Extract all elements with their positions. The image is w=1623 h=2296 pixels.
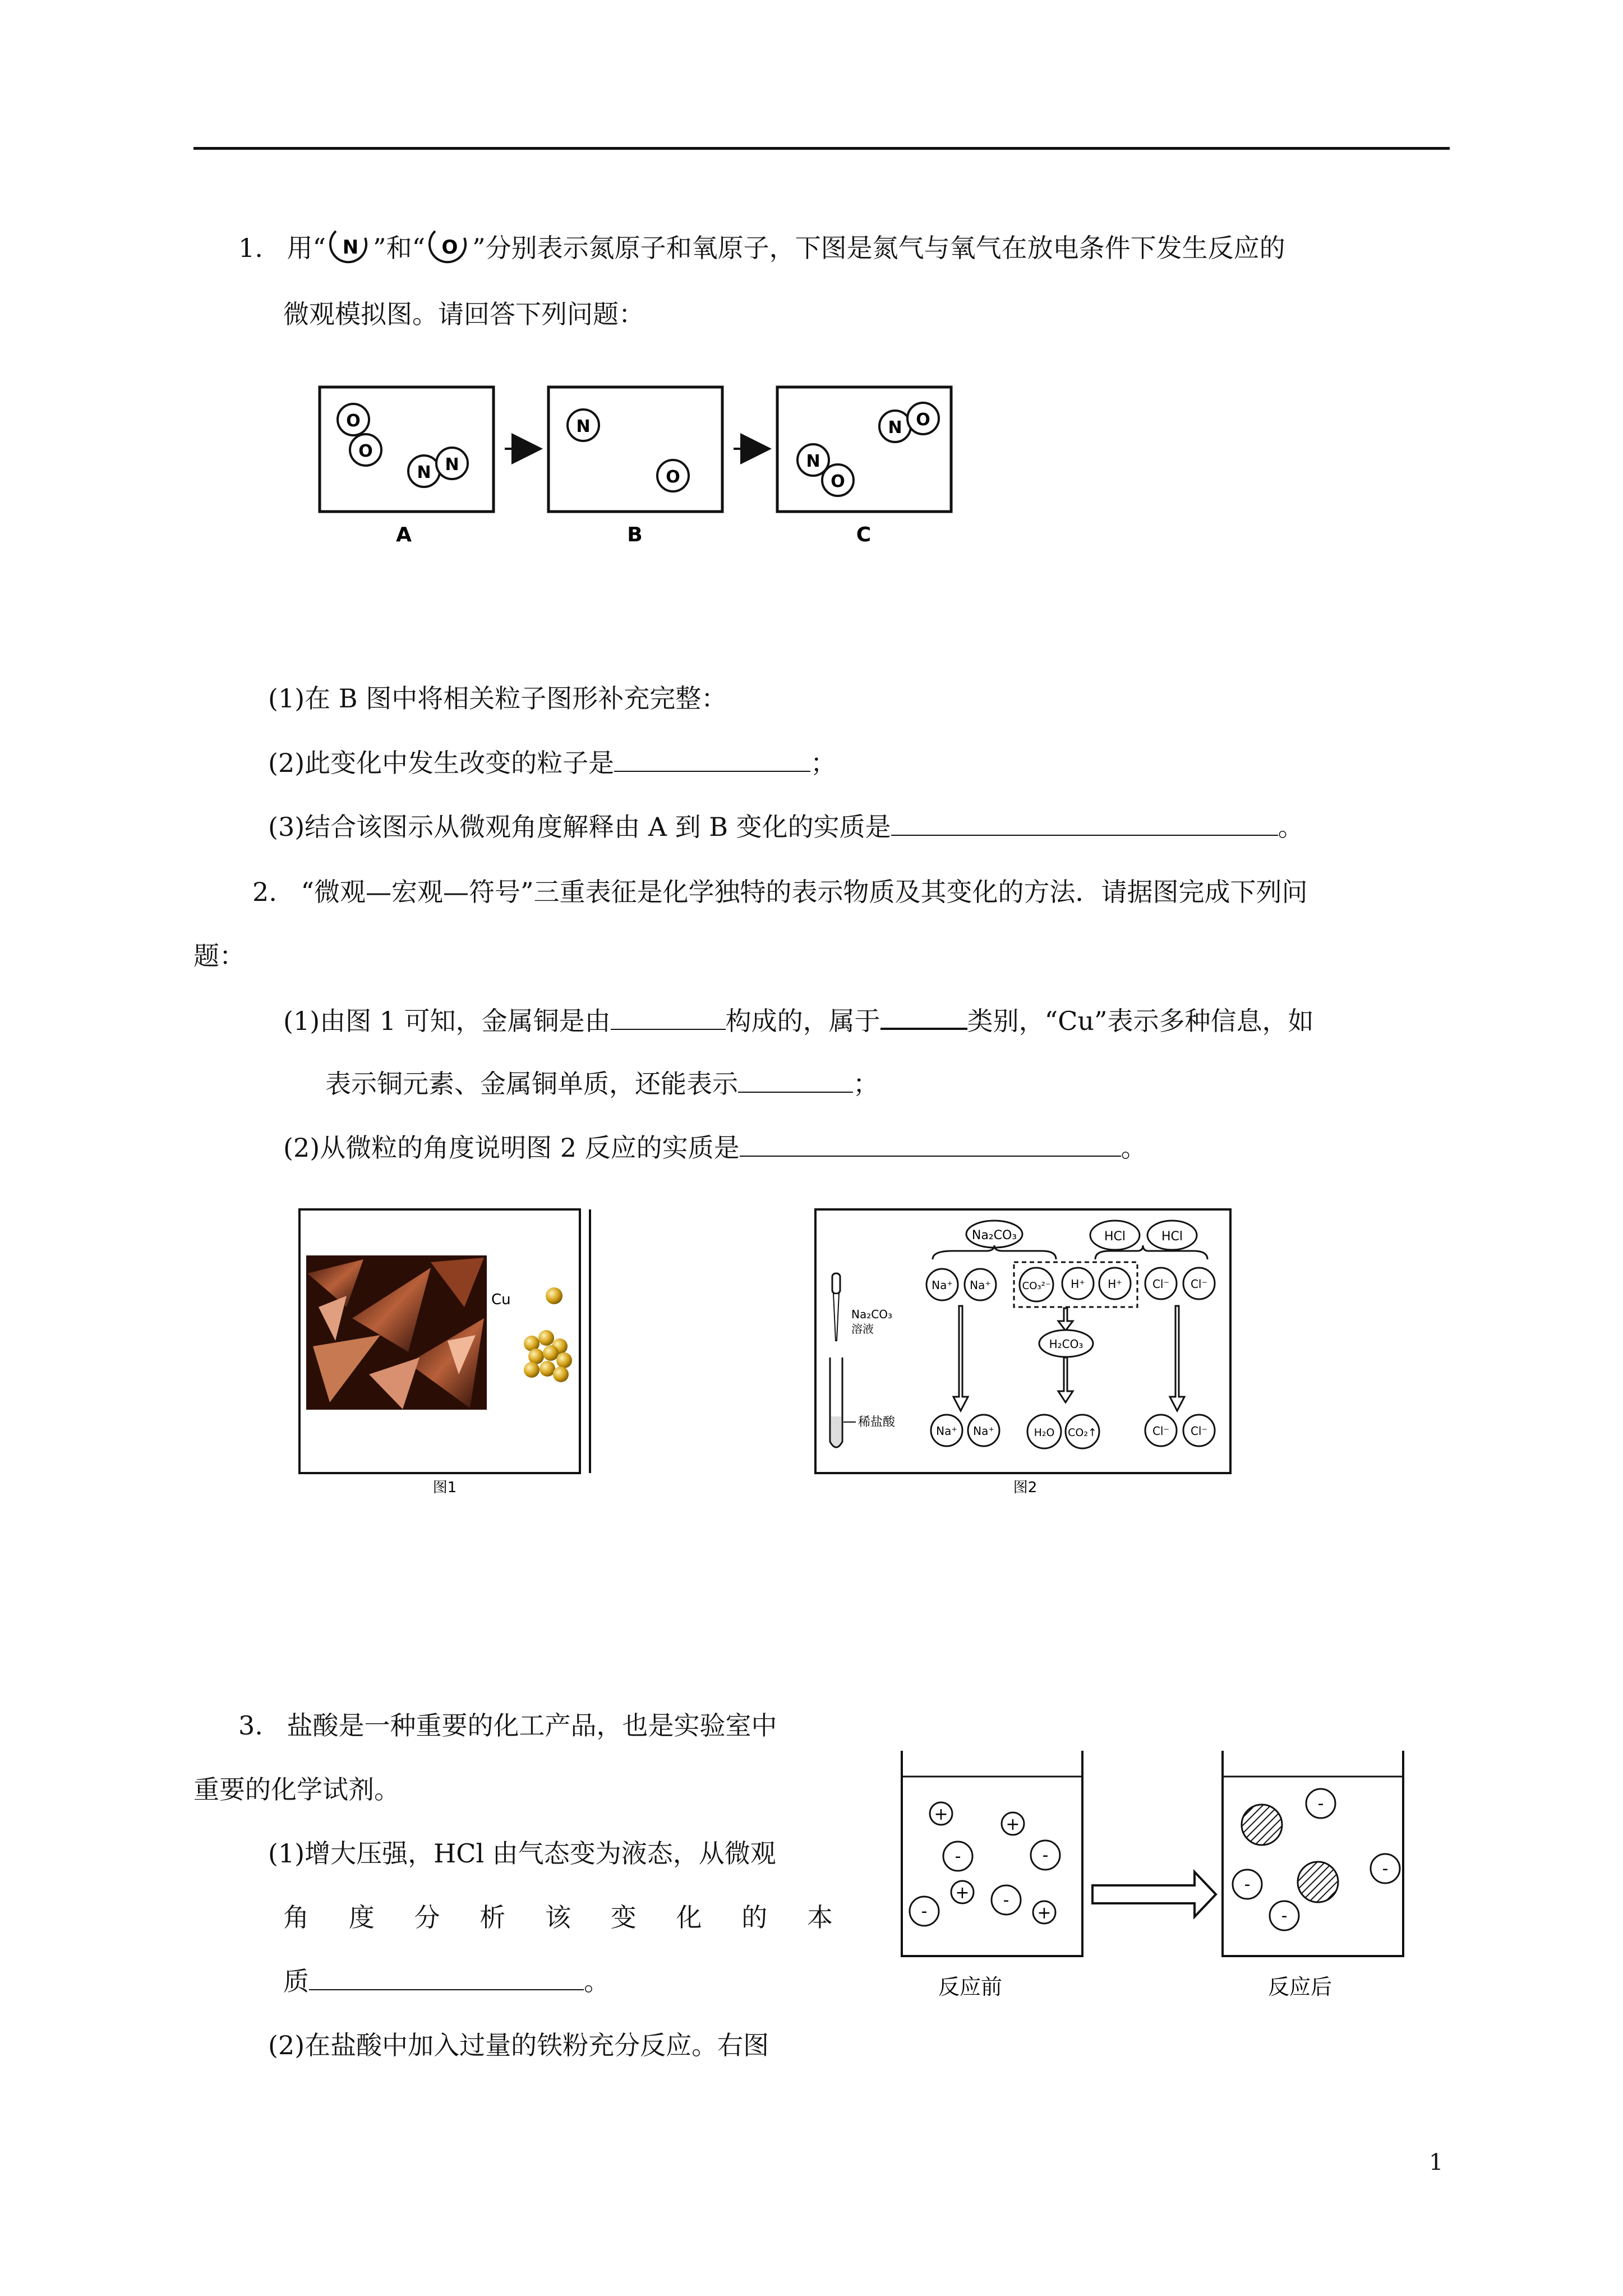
q1-sub3: (3)结合该图示从微观角度解释由 A 到 B 变化的实质是 。 bbox=[268, 810, 1304, 844]
svg-text:Cl⁻: Cl⁻ bbox=[1152, 1277, 1170, 1291]
fig2-h2co3: H₂CO₃ bbox=[1049, 1337, 1083, 1351]
svg-text:-: - bbox=[921, 1902, 928, 1921]
q2-sub1-blank-3[interactable] bbox=[738, 1067, 853, 1093]
svg-text:Na⁺: Na⁺ bbox=[936, 1424, 957, 1438]
cu-atom-icon bbox=[546, 1287, 562, 1304]
q1-sub1: (1)在 B 图中将相关粒子图形补充完整： bbox=[268, 683, 727, 714]
svg-text:Cl⁻: Cl⁻ bbox=[1190, 1277, 1208, 1291]
svg-text:+: + bbox=[1006, 1815, 1020, 1834]
q2-line2: 题： bbox=[193, 941, 245, 971]
q3-sub1-line3: 质 。 bbox=[283, 1964, 610, 1998]
box-a-label: A bbox=[396, 523, 412, 546]
q2-sub1-blank-2[interactable] bbox=[880, 1003, 967, 1030]
q1-molecule-diagram bbox=[314, 381, 970, 555]
before-caption: 反应前 bbox=[938, 1975, 1003, 1999]
n-symbol: N bbox=[342, 236, 359, 259]
svg-text:H₂O: H₂O bbox=[1034, 1427, 1055, 1439]
svg-text:Cl⁻: Cl⁻ bbox=[1190, 1424, 1208, 1438]
q1-sub2: (2)此变化中发生改变的粒子是 ； bbox=[268, 746, 836, 780]
box-b-n-atom bbox=[568, 409, 599, 441]
before-ions bbox=[910, 1802, 1060, 1926]
svg-text:-: - bbox=[1003, 1890, 1009, 1910]
box-c-no-molecule-1 bbox=[879, 403, 939, 442]
after-particles bbox=[1233, 1789, 1400, 1930]
svg-text:N: N bbox=[417, 463, 431, 482]
q1-line2: 微观模拟图。请回答下列问题： bbox=[283, 299, 644, 329]
svg-text:O: O bbox=[346, 411, 361, 431]
svg-text:-: - bbox=[1317, 1794, 1324, 1814]
box-a-n2-molecule bbox=[408, 448, 468, 487]
box-b bbox=[548, 387, 722, 512]
q2-sub2-answer-blank[interactable] bbox=[740, 1131, 1121, 1157]
q1-line1: 1. 用“ N ”和“ O ”分别表示氮原子和氧原子，下图是氮气与氧气在放电条件下发生反应的 bbox=[238, 224, 1285, 276]
oxygen-atom-icon bbox=[425, 224, 472, 276]
svg-text:H⁺: H⁺ bbox=[1071, 1277, 1085, 1291]
q3-beaker-diagram bbox=[892, 1747, 1413, 2017]
svg-text:N: N bbox=[806, 452, 820, 471]
fig2-dropper-label-1: Na₂CO₃ bbox=[851, 1308, 892, 1321]
nitrogen-atom-icon bbox=[326, 224, 373, 276]
fig2-tube-label: 稀盐酸 bbox=[858, 1415, 896, 1429]
svg-text:Na⁺: Na⁺ bbox=[932, 1278, 953, 1292]
q3-line2: 重要的化学试剂。 bbox=[193, 1774, 400, 1805]
q1-sub3-answer-blank[interactable] bbox=[891, 810, 1278, 836]
svg-text:O: O bbox=[831, 472, 845, 491]
reaction-arrow-icon bbox=[1092, 1872, 1216, 1917]
svg-text:+: + bbox=[955, 1883, 970, 1903]
after-caption: 反应后 bbox=[1267, 1975, 1332, 1999]
q2-sub2: (2)从微粒的角度说明图 2 反应的实质是 。 bbox=[283, 1131, 1147, 1165]
fig2-dropper-label-2: 溶液 bbox=[851, 1322, 874, 1336]
fig2-hcl-2: HCl bbox=[1161, 1230, 1183, 1244]
q3-line1: 3. 盐酸是一种重要的化工产品，也是实验室中 bbox=[238, 1710, 777, 1741]
svg-text:H⁺: H⁺ bbox=[1108, 1277, 1122, 1291]
q3-number: 3. bbox=[238, 1710, 263, 1741]
fig1-caption: 图1 bbox=[432, 1479, 457, 1496]
fig1-cu-label: Cu bbox=[491, 1291, 511, 1308]
svg-text:O: O bbox=[916, 410, 930, 430]
svg-text:Na⁺: Na⁺ bbox=[973, 1424, 994, 1438]
q2-sub1-line2: 表示铜元素、金属铜单质，还能表示 ； bbox=[325, 1067, 879, 1101]
q2-sub1-line1: (1)由图 1 可知，金属铜是由 构成的，属于 类别，“Cu”表示多种信息，如 bbox=[283, 1003, 1314, 1038]
q2-line1: 2. “微观—宏观—符号”三重表征是化学独特的表示物质及其变化的方法．请据图完成下列问 bbox=[252, 877, 1308, 907]
box-a-o2-molecule bbox=[338, 404, 381, 466]
svg-text:-: - bbox=[1244, 1875, 1251, 1894]
svg-text:Cl⁻: Cl⁻ bbox=[1152, 1424, 1170, 1438]
svg-text:CO₃²⁻: CO₃²⁻ bbox=[1022, 1280, 1051, 1292]
svg-text:-: - bbox=[1281, 1906, 1288, 1926]
figure-2-reaction bbox=[812, 1206, 1238, 1498]
q1-number: 1. bbox=[238, 233, 263, 263]
svg-text:+: + bbox=[1037, 1903, 1052, 1923]
svg-text:+: + bbox=[934, 1805, 948, 1824]
beaker-after bbox=[1223, 1751, 1403, 1956]
fig2-na2co3-top: Na₂CO₃ bbox=[971, 1228, 1017, 1243]
q1-sub2-answer-blank[interactable] bbox=[614, 746, 810, 772]
q3-sub1-line2: 角 度 分 析 该 变 化 的 本 bbox=[283, 1902, 833, 1932]
svg-text:N: N bbox=[888, 418, 902, 438]
svg-text:CO₂↑: CO₂↑ bbox=[1068, 1427, 1097, 1439]
q3-sub2-line1: (2)在盐酸中加入过量的铁粉充分反应。右图 bbox=[268, 2030, 769, 2060]
box-c-no-molecule-2 bbox=[797, 444, 854, 496]
svg-text:N: N bbox=[576, 417, 591, 436]
svg-text:O: O bbox=[358, 441, 373, 461]
q2-number: 2. bbox=[252, 877, 277, 907]
fig2-caption: 图2 bbox=[1013, 1479, 1038, 1496]
svg-text:-: - bbox=[955, 1847, 961, 1866]
svg-text:O: O bbox=[666, 467, 680, 487]
copper-shavings-photo bbox=[306, 1255, 487, 1410]
box-b-label: B bbox=[627, 523, 643, 546]
svg-text:-: - bbox=[1382, 1859, 1389, 1879]
q3-sub1-answer-blank[interactable] bbox=[309, 1964, 584, 1990]
svg-text:Na⁺: Na⁺ bbox=[970, 1278, 991, 1292]
svg-text:-: - bbox=[1042, 1846, 1049, 1865]
test-tube-icon bbox=[830, 1358, 842, 1447]
page-number: 1 bbox=[1429, 2150, 1444, 2175]
box-b-o-atom bbox=[657, 460, 689, 491]
box-c-label: C bbox=[856, 523, 872, 546]
header-rule bbox=[193, 147, 1450, 150]
o-symbol: O bbox=[441, 236, 458, 259]
figure-1-copper bbox=[296, 1206, 599, 1498]
q2-sub1-blank-1[interactable] bbox=[611, 1004, 726, 1030]
q3-sub1-line1: (1)增大压强，HCl 由气态变为液态，从微观 bbox=[268, 1838, 776, 1869]
fig2-hcl-1: HCl bbox=[1104, 1230, 1126, 1244]
svg-text:N: N bbox=[445, 455, 459, 475]
